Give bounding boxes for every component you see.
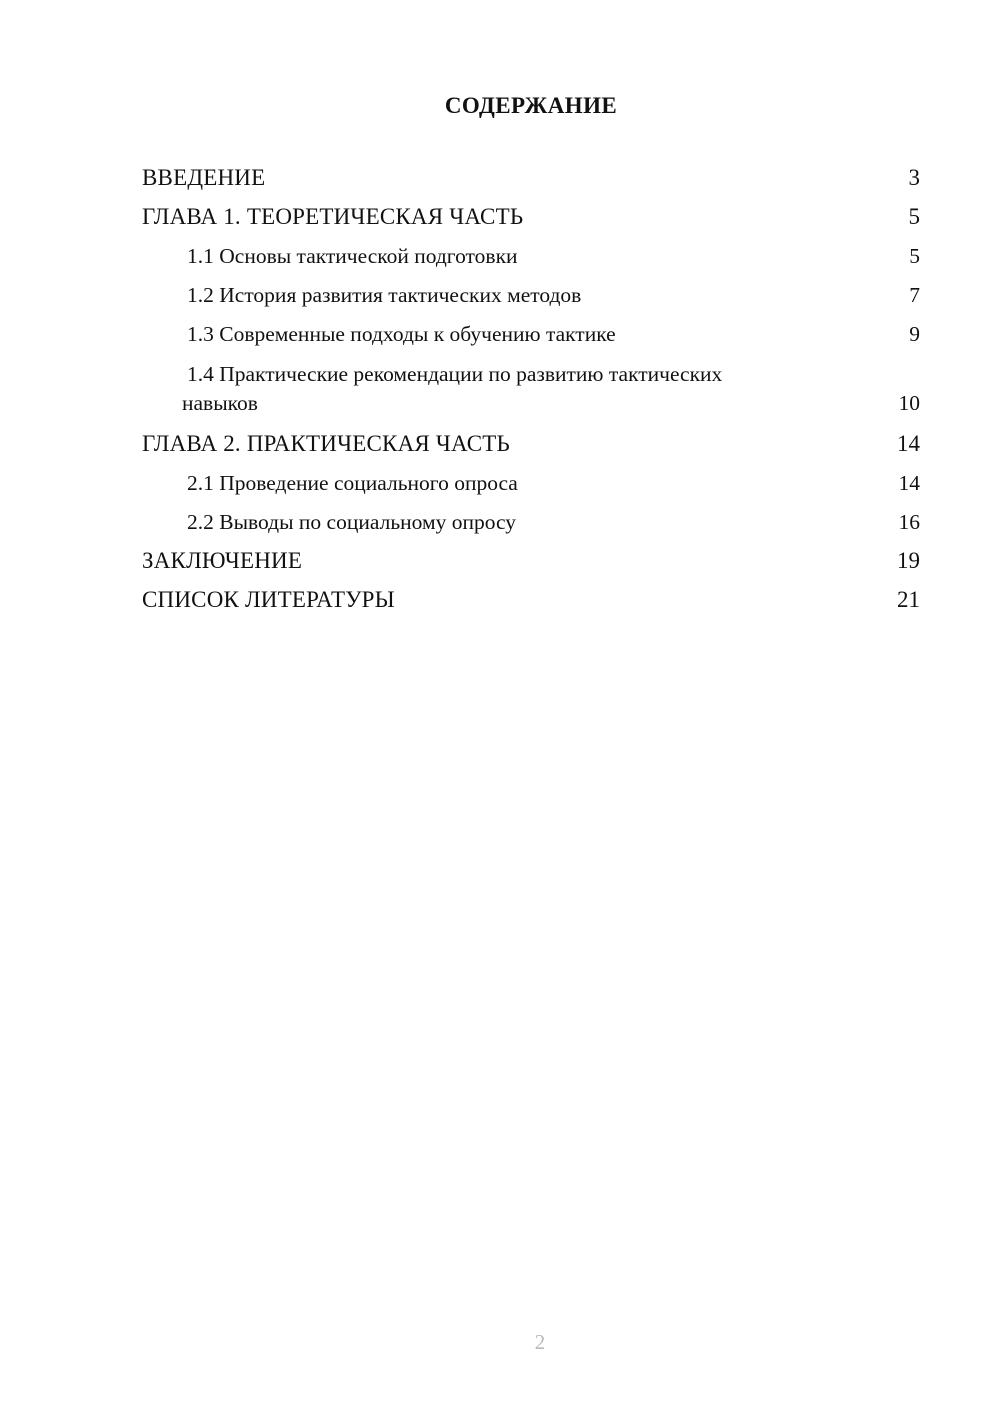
toc-entry-page-number: 14 bbox=[898, 471, 920, 495]
toc-entry-label: ЗАКЛЮЧЕНИЕ bbox=[142, 548, 303, 573]
toc-entry-page-number: 3 bbox=[908, 165, 920, 190]
toc-entry-label-line-2: навыков bbox=[182, 391, 258, 415]
toc-entry-references[interactable] bbox=[142, 587, 920, 613]
toc-entry-label: ВВЕДЕНИЕ bbox=[142, 165, 266, 190]
toc-entry-page-number: 5 bbox=[908, 204, 920, 229]
toc-entry-label: ГЛАВА 1. ТЕОРЕТИЧЕСКАЯ ЧАСТЬ bbox=[142, 204, 524, 229]
toc-entry-page-number: 10 bbox=[898, 391, 920, 415]
toc-entry-section-1-2[interactable] bbox=[142, 282, 920, 308]
toc-entry-page-number: 7 bbox=[909, 283, 920, 307]
toc-entry-label: СПИСОК ЛИТЕРАТУРЫ bbox=[142, 587, 395, 612]
toc-entry-section-2-1[interactable] bbox=[142, 470, 920, 496]
toc-entry-section-1-1[interactable] bbox=[142, 243, 920, 269]
toc-entry-label-line-1: 1.4 Практические рекомендации по развитию тактических bbox=[187, 362, 723, 386]
toc-entry-section-2-2[interactable] bbox=[142, 509, 920, 535]
toc-entry-label: 1.1 Основы тактической подготовки bbox=[187, 244, 518, 268]
toc-entry-chapter-2[interactable] bbox=[142, 431, 920, 457]
toc-entry-page-number: 16 bbox=[898, 510, 920, 534]
toc-entry-label: 2.2 Выводы по социальному опросу bbox=[187, 510, 517, 534]
toc-entry-label: 1.2 История развития тактических методов bbox=[187, 283, 582, 307]
toc-entry-label: ГЛАВА 2. ПРАКТИЧЕСКАЯ ЧАСТЬ bbox=[142, 431, 510, 456]
toc-entry-introduction[interactable] bbox=[142, 165, 920, 191]
toc-entry-label: 1.3 Современные подходы к обучению тактике bbox=[187, 322, 616, 346]
toc-entry-label: 2.1 Проведение социального опроса bbox=[187, 471, 518, 495]
toc-entry-section-1-4[interactable] bbox=[142, 360, 920, 418]
toc-entry-page-number: 14 bbox=[897, 431, 920, 456]
toc-entry-page-number: 9 bbox=[909, 322, 920, 346]
toc-entry-page-number: 5 bbox=[909, 244, 920, 268]
table-of-contents bbox=[142, 165, 920, 626]
toc-entry-label bbox=[142, 360, 842, 418]
toc-entry-page-number: 19 bbox=[897, 548, 920, 573]
toc-entry-chapter-1[interactable] bbox=[142, 204, 920, 230]
footer-page-number: 2 bbox=[534, 1330, 546, 1354]
toc-entry-page-number: 21 bbox=[897, 587, 920, 612]
toc-entry-conclusion[interactable] bbox=[142, 548, 920, 574]
toc-entry-section-1-3[interactable] bbox=[142, 321, 920, 347]
page-title: СОДЕРЖАНИЕ bbox=[444, 93, 618, 118]
